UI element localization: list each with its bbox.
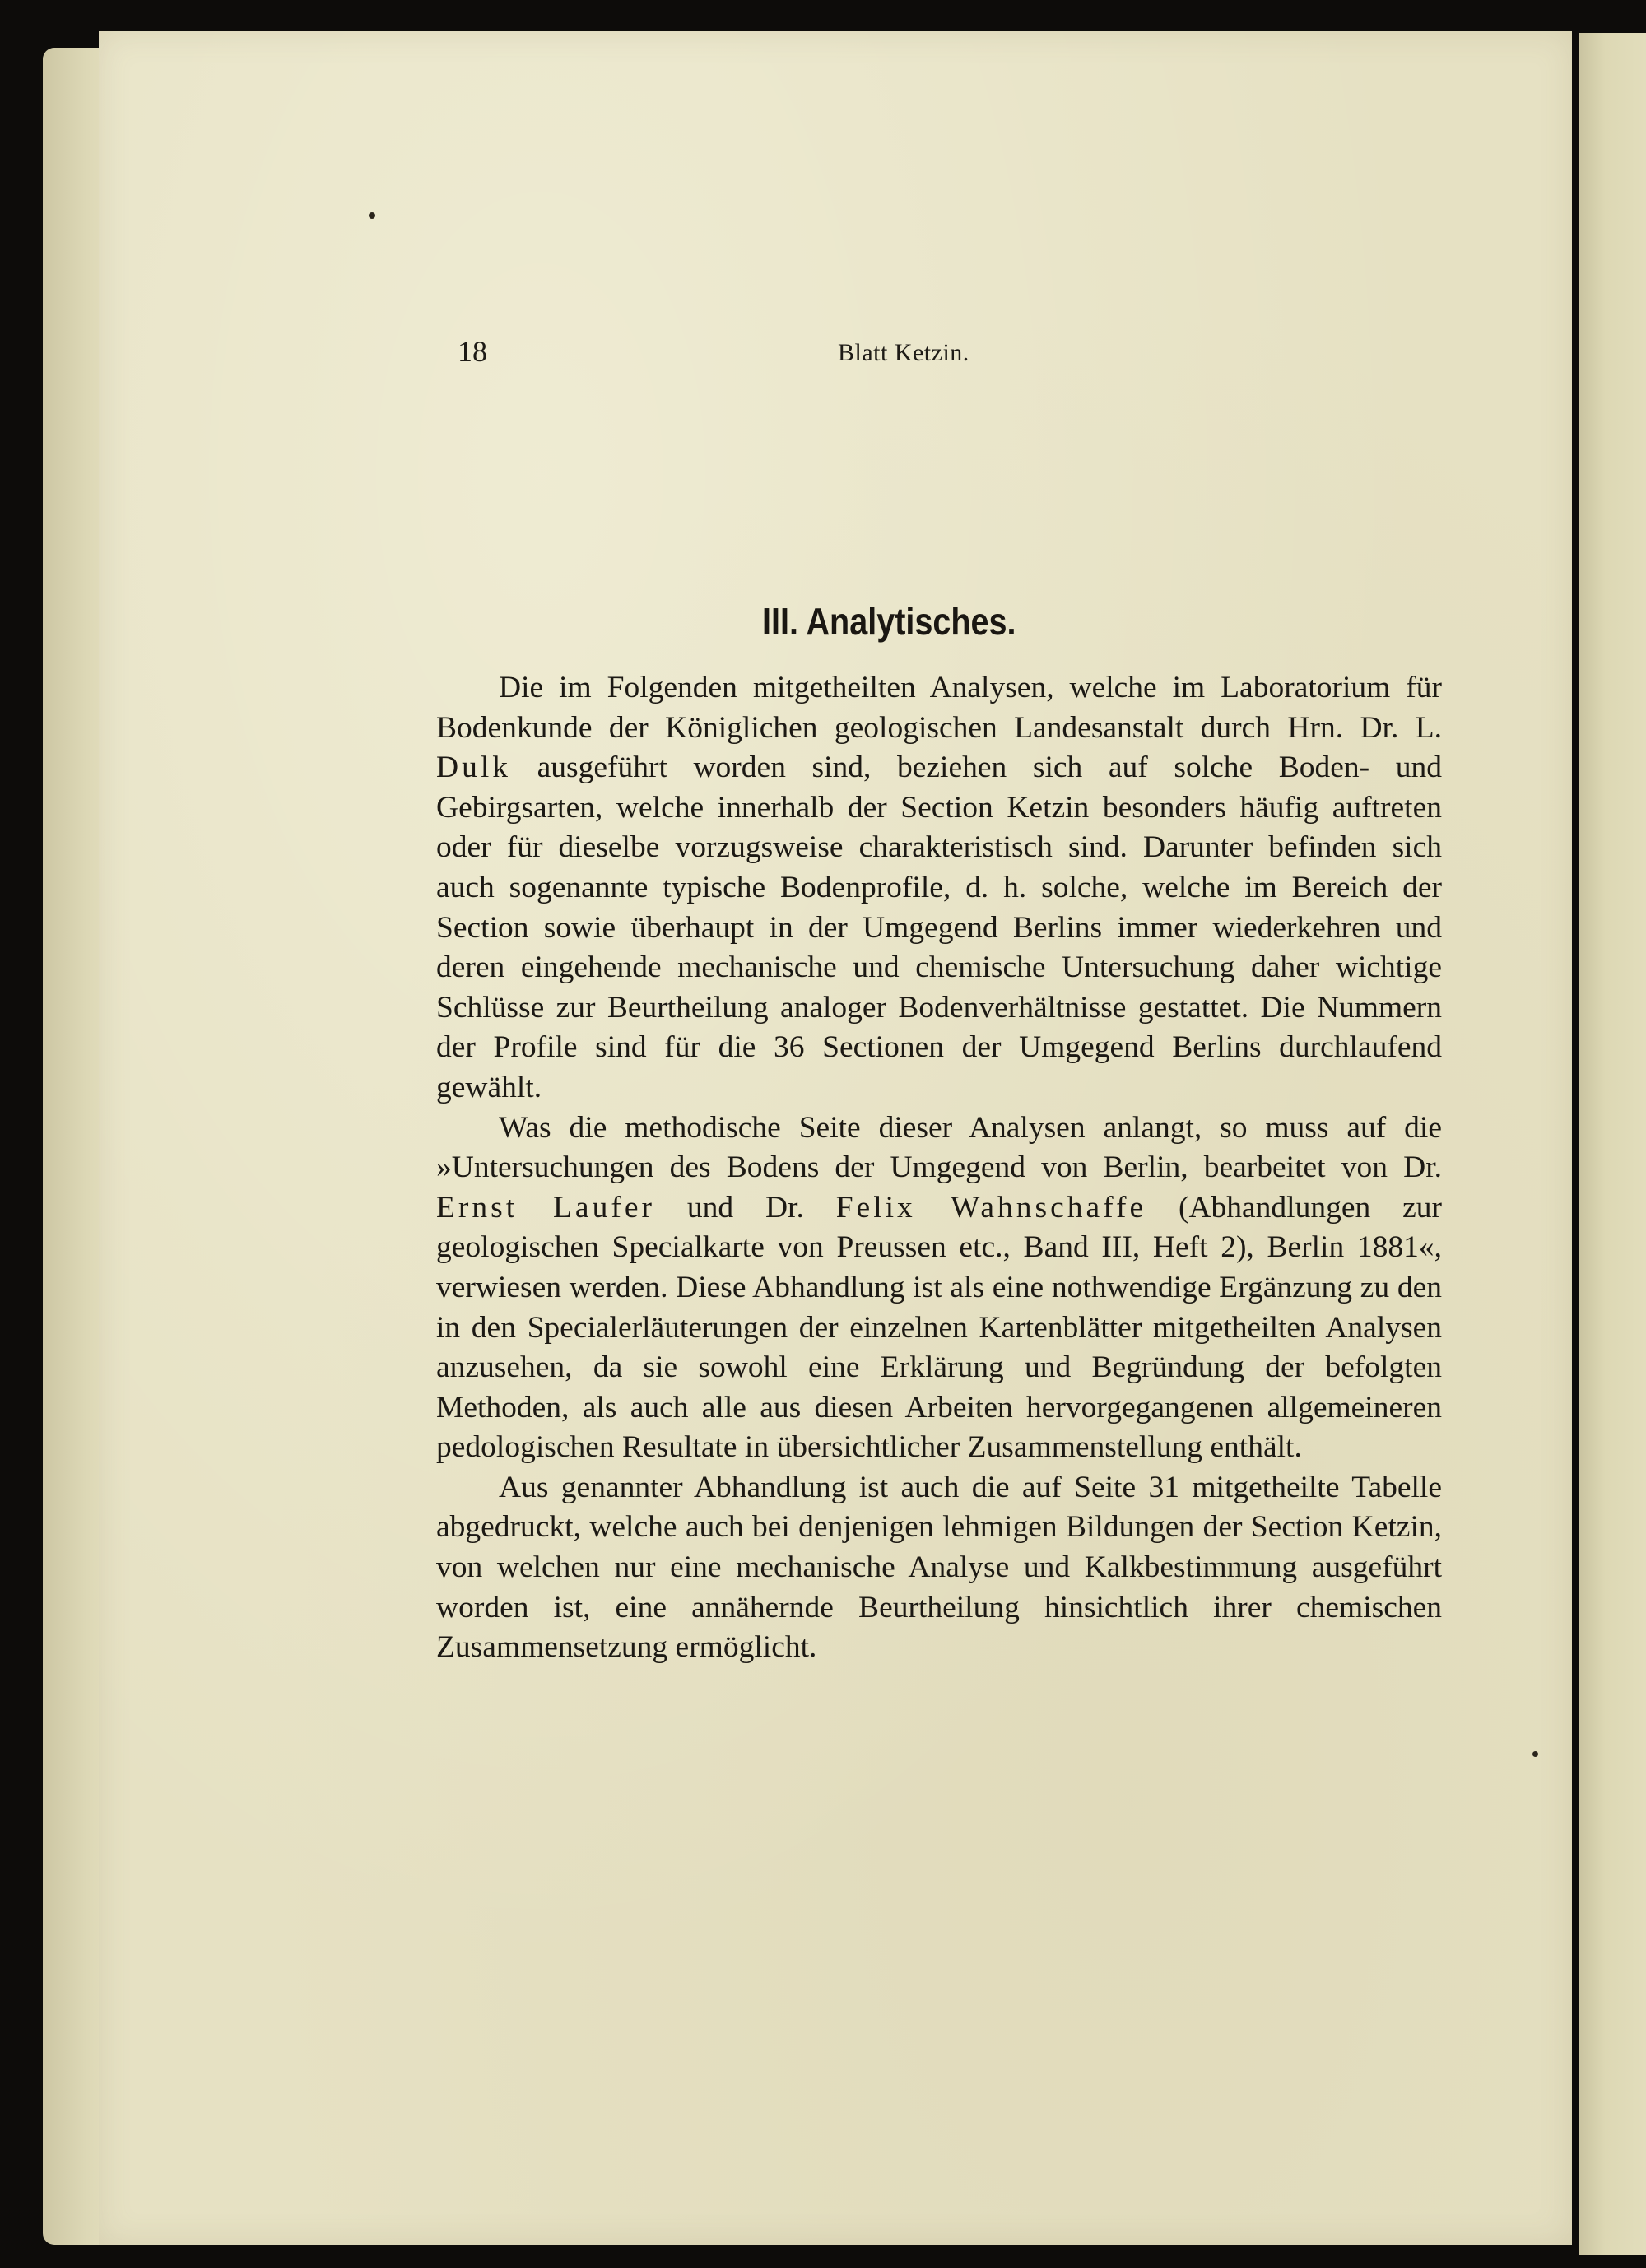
paragraph [436, 1468, 1442, 1668]
paragraph [436, 1108, 1442, 1468]
ink-speck [369, 212, 375, 219]
paragraph [436, 668, 1442, 1108]
body-text [436, 668, 1442, 1668]
text-run: und Dr. [654, 1190, 836, 1225]
text-run: Die im Folgenden mitgetheilten Analysen, welche im Laboratorium für Bodenkunde der Königlichen geologischen Landesanstalt durch Hrn. Dr. L. [436, 671, 1442, 745]
page-number: 18 [458, 335, 487, 368]
spaced-name: Felix Wahnschaffe [835, 1190, 1147, 1225]
text-run: Was die methodische Seite dieser Analysen anlangt, so muss auf die »Untersuchungen des Bodens der Umgegend von Berlin, bearbeitet von Dr. [436, 1110, 1442, 1185]
running-title: Blatt Ketzin. [838, 339, 969, 366]
text-run: (Abhandlungen zur geologischen Specialkarte von Preussen etc., Band III, Heft 2), Berlin 1881«, verwiesen werden. Diese Abhandlung ist als eine nothwendige Ergänzung zu den in den Specialerläuterungen der einzelnen Kartenblätter mitgetheilten Analysen anzusehen, da sie sowohl eine Erklärung und Begründung der befolgten Methoden, als auch alle aus diesen Arbeiten hervorgegangenen allgemeineren pedologischen Resultate in übersichtlicher Zusammenstellung enthält. [436, 1190, 1442, 1465]
book-page [99, 31, 1572, 2245]
text-run: Aus genannter Abhandlung ist auch die auf Seite 31 mitgetheilte Tabelle abgedruckt, welche auch bei denjenigen lehmigen Bildungen der Section Ketzin, von welchen nur eine mechanische Analyse und Kalkbestimmung ausgeführt worden ist, eine annähernde Beurtheilung hinsichtlich ihrer chemischen Zusammensetzung ermöglicht. [436, 1470, 1442, 1665]
running-head [99, 334, 1572, 375]
ink-speck [1532, 1751, 1538, 1757]
section-heading: III. Analytisches. [762, 600, 1016, 643]
text-run: ausgeführt worden sind, beziehen sich auf solche Boden- und Gebirgsarten, welche innerhalb der Section Ketzin besonders häufig auftreten oder für dieselbe vorzugsweise charakteristisch sind. Darunter befinden sich auch sogenannte typische Bodenprofile, d. h. solche, welche im Bereich der Section sowie überhaupt in der Umgegend Berlins immer wiederkehren und deren eingehende mechanische und chemische Untersuchung daher wichtige Schlüsse zur Beurtheilung analoger Bodenverhältnisse gestattet. Die Nummern der Profile sind für die 36 Sectionen der Umgegend Berlins durchlaufend gewählt. [436, 751, 1442, 1104]
spaced-name: Dulk [436, 751, 511, 785]
spaced-name: Ernst Laufer [436, 1190, 655, 1225]
